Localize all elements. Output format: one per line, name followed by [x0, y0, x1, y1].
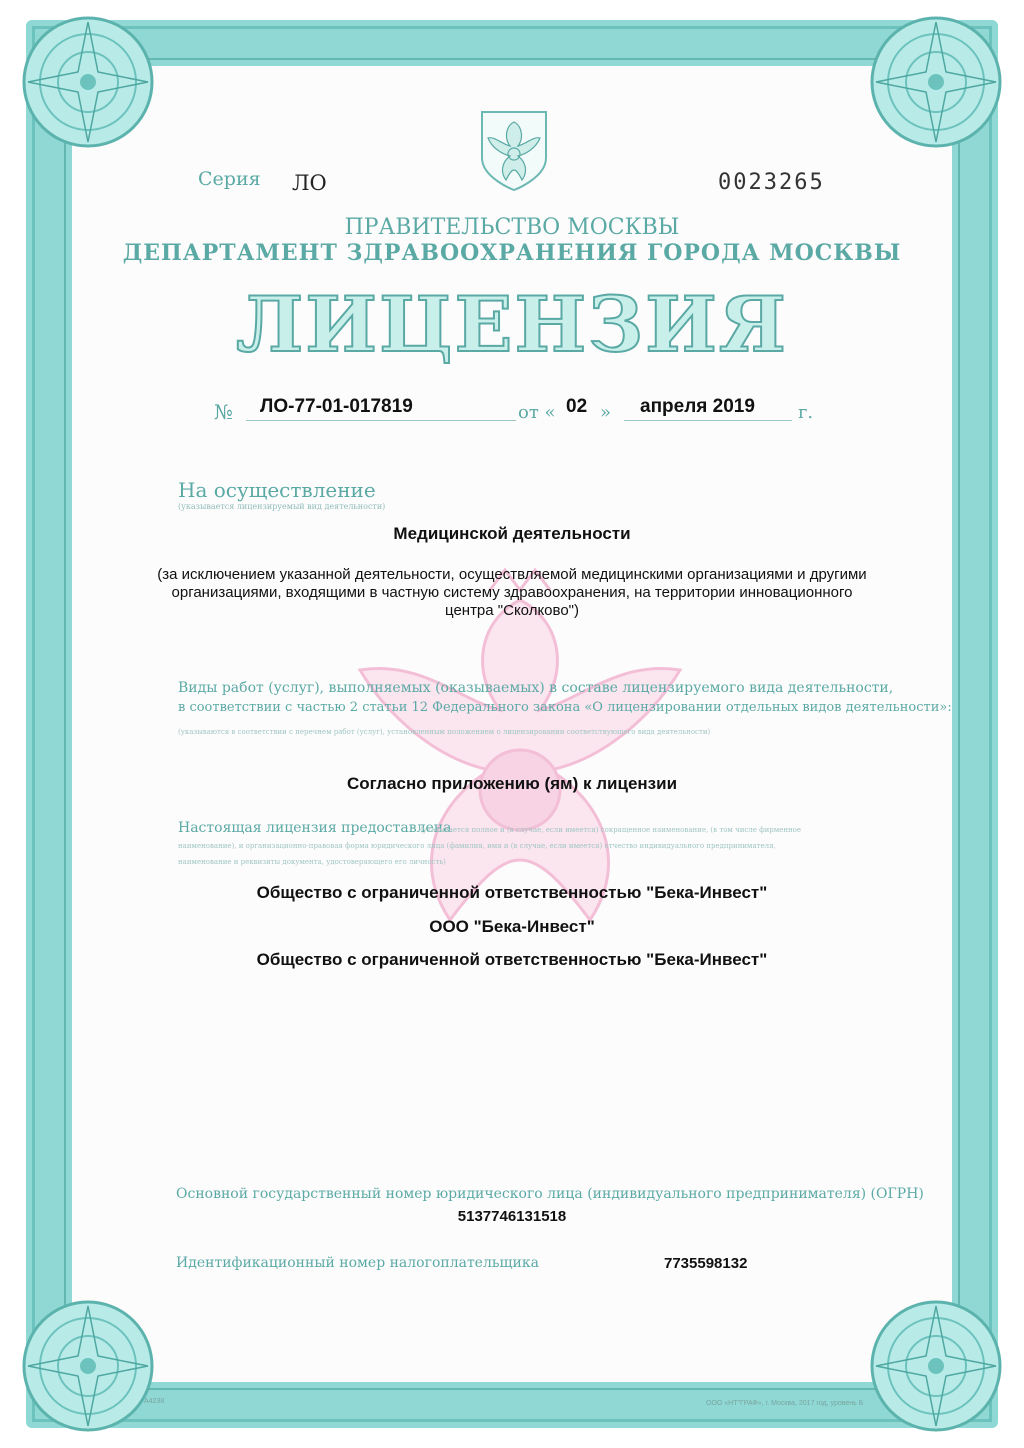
coat-of-arms-icon [478, 108, 550, 192]
date-close: » [600, 402, 612, 423]
inn-value: 7735598132 [664, 1255, 748, 1272]
date-from-label: от « [518, 402, 556, 423]
series-value: ЛО [292, 171, 327, 195]
corner-rosette-icon [866, 12, 1006, 152]
granted-label: Настоящая лицензия предоставлена [178, 820, 452, 836]
organization-short-name: ООО "Бека-Инвест" [429, 917, 595, 936]
granted-hint-line2: наименование), и организационно-правовая форма юридического лица (фамилия, имя и (в случае, если имеется) отчество индивидуального предпринимателя, [178, 842, 776, 850]
corner-rosette-icon [866, 1296, 1006, 1436]
number-sign: № [214, 400, 233, 424]
corner-rosette-icon [18, 12, 158, 152]
form-code: А4238 [144, 1398, 165, 1405]
date-day: 02 [566, 396, 588, 417]
works-value: Согласно приложению (ям) к лицензии [346, 774, 678, 793]
activity-label: На осуществление [178, 478, 376, 502]
activity-note: (за исключением указанной деятельности, осуществляемой медицинскими организациями и другими организациями, входящими в частную систему здравоохранения, на территории инновационного центра "Сколково") [157, 566, 867, 619]
ogrn-value: 5137746131518 [457, 1208, 567, 1225]
authority-line2: ДЕПАРТАМЕНТ ЗДРАВООХРАНЕНИЯ ГОРОДА МОСКВЫ [122, 240, 902, 266]
activity-hint: (указывается лицензируемый вид деятельности) [178, 502, 386, 511]
license-number: ЛО-77-01-017819 [260, 396, 413, 417]
document-title: ЛИЦЕНЗИЯ [236, 280, 788, 369]
ogrn-label: Основной государственный номер юридического лица (индивидуального предпринимателя) (ОГРН) [176, 1186, 924, 1202]
corner-rosette-icon [18, 1296, 158, 1436]
granted-hint-line1: (указывается полное и (в случае, если имеется) сокращенное наименование, (в том числе фирменное [420, 826, 802, 834]
inn-label: Идентификационный номер налогоплательщика [176, 1255, 539, 1271]
organization-full-name: Общество с ограниченной ответственностью "Бека-Инвест" [256, 883, 768, 902]
granted-hint-line3: наименование и реквизиты документа, удостоверяющего его личность) [178, 858, 446, 866]
activity-value: Медицинской деятельности [393, 524, 631, 543]
works-hint: (указываются в соответствии с перечнем работ (услуг), установленным положением о лицензировании соответствующего вида деятельности) [178, 728, 711, 736]
date-underline [624, 420, 792, 421]
works-label-line2: в соответствии с частью 2 статьи 12 Федерального закона «О лицензировании отдельных видов деятельности»: [178, 700, 952, 715]
printer-imprint: ООО «НТ"ГРАФ», г. Москва, 2017 год, уровень Б [706, 1400, 864, 1407]
date-month-year: апреля 2019 [640, 396, 755, 417]
serial-number: 0023265 [718, 170, 825, 195]
works-label-line1: Виды работ (услуг), выполняемых (оказываемых) в составе лицензируемого вида деятельности, [178, 680, 894, 696]
organization-firm-name: Общество с ограниченной ответственностью "Бека-Инвест" [256, 950, 768, 969]
series-label: Серия [198, 168, 261, 190]
license-number-underline [246, 420, 516, 421]
authority-line1: ПРАВИТЕЛЬСТВО МОСКВЫ [344, 215, 680, 240]
date-suffix: г. [798, 402, 814, 423]
